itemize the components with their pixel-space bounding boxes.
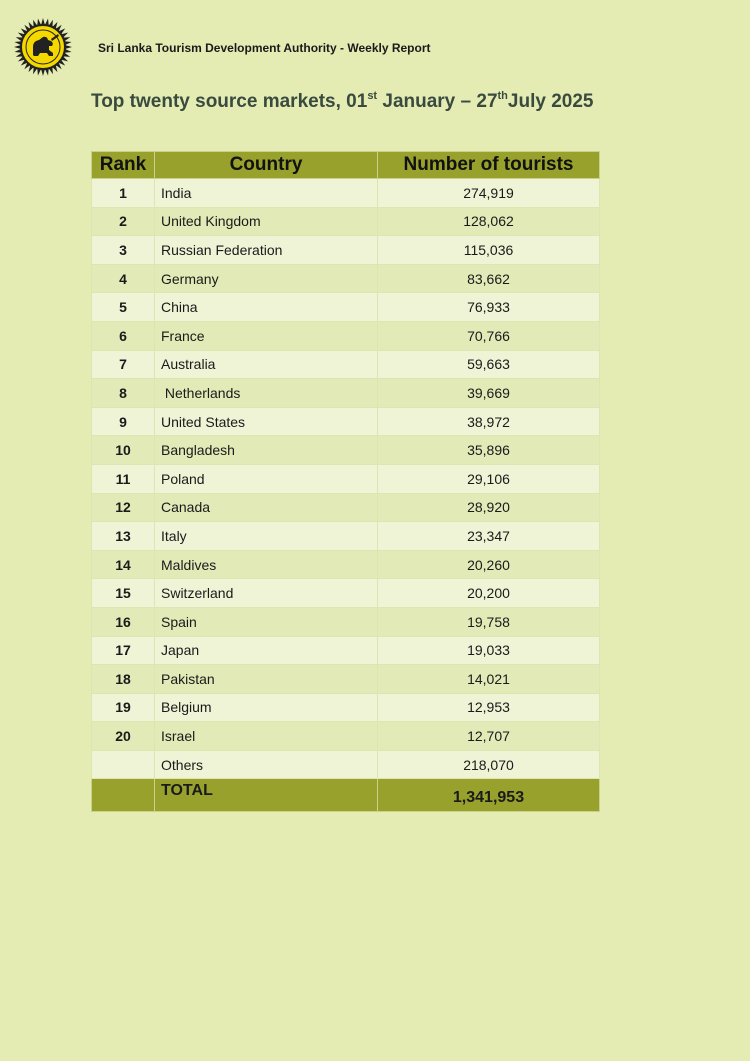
- tourists-cell: 59,663: [378, 350, 600, 379]
- rank-cell: 16: [92, 607, 155, 636]
- rank-cell: 1: [92, 179, 155, 208]
- organization-header: Sri Lanka Tourism Development Authority - Weekly Report: [98, 41, 431, 55]
- rank-cell: 20: [92, 722, 155, 751]
- table-row: [92, 264, 600, 293]
- table-row: [92, 293, 600, 322]
- tourists-cell: 38,972: [378, 407, 600, 436]
- tourists-cell: 83,662: [378, 264, 600, 293]
- total-label: TOTAL: [155, 779, 378, 812]
- rank-cell: 4: [92, 264, 155, 293]
- country-cell: Italy: [155, 522, 378, 551]
- table-row: [92, 550, 600, 579]
- country-cell: Others: [155, 750, 378, 779]
- country-cell: Pakistan: [155, 665, 378, 694]
- tourists-cell: 20,200: [378, 579, 600, 608]
- title-suffix: July 2025: [507, 91, 594, 112]
- rank-cell: 6: [92, 321, 155, 350]
- tourists-cell: 28,920: [378, 493, 600, 522]
- country-cell: Maldives: [155, 550, 378, 579]
- rank-cell: 10: [92, 436, 155, 465]
- header-country: Country: [155, 152, 378, 179]
- table-row: [92, 636, 600, 665]
- tourists-cell: 115,036: [378, 236, 600, 265]
- table-row: [92, 179, 600, 208]
- header-tourists: Number of tourists: [378, 152, 600, 179]
- rank-cell: 19: [92, 693, 155, 722]
- tourists-cell: 39,669: [378, 379, 600, 408]
- tourists-cell: 19,758: [378, 607, 600, 636]
- country-cell: Israel: [155, 722, 378, 751]
- table-row: [92, 665, 600, 694]
- country-cell: Russian Federation: [155, 236, 378, 265]
- tourists-cell: 35,896: [378, 436, 600, 465]
- title-prefix: Top twenty source markets, 01: [91, 91, 368, 112]
- table-row: [92, 379, 600, 408]
- country-cell: Australia: [155, 350, 378, 379]
- tourists-cell: 23,347: [378, 522, 600, 551]
- title-sup-1: st: [367, 89, 378, 102]
- tourists-cell: 70,766: [378, 321, 600, 350]
- lion-emblem-icon: [13, 17, 73, 77]
- tourists-cell: 12,707: [378, 722, 600, 751]
- total-value: 1,341,953: [378, 779, 600, 812]
- table-row: [92, 350, 600, 379]
- table-row: [92, 464, 600, 493]
- table-row: [92, 207, 600, 236]
- header-rank: Rank: [92, 152, 155, 179]
- table-row: [92, 321, 600, 350]
- country-cell: Switzerland: [155, 579, 378, 608]
- tourists-cell: 19,033: [378, 636, 600, 665]
- country-cell: United Kingdom: [155, 207, 378, 236]
- table-row: [92, 522, 600, 551]
- tourists-cell: 274,919: [378, 179, 600, 208]
- tourists-cell: 12,953: [378, 693, 600, 722]
- tourists-cell: 20,260: [378, 550, 600, 579]
- source-markets-table: [91, 151, 600, 812]
- country-cell: Netherlands: [155, 379, 378, 408]
- rank-cell: 12: [92, 493, 155, 522]
- table-row: [92, 493, 600, 522]
- country-cell: India: [155, 179, 378, 208]
- page-title: [91, 91, 593, 113]
- rank-cell: 3: [92, 236, 155, 265]
- tourists-cell: 218,070: [378, 750, 600, 779]
- country-cell: Poland: [155, 464, 378, 493]
- table-row: [92, 607, 600, 636]
- country-cell: France: [155, 321, 378, 350]
- total-row: [92, 779, 600, 812]
- total-rank-cell: [92, 779, 155, 812]
- rank-cell: 5: [92, 293, 155, 322]
- rank-cell: 9: [92, 407, 155, 436]
- table-row: [92, 236, 600, 265]
- rank-cell: 7: [92, 350, 155, 379]
- tourists-cell: 76,933: [378, 293, 600, 322]
- country-cell: Canada: [155, 493, 378, 522]
- rank-cell: 14: [92, 550, 155, 579]
- tourists-cell: 29,106: [378, 464, 600, 493]
- table-header-row: [92, 152, 600, 179]
- country-cell: Japan: [155, 636, 378, 665]
- table-row: [92, 407, 600, 436]
- title-middle: January – 27: [377, 91, 498, 112]
- table-row: [92, 750, 600, 779]
- tourists-cell: 128,062: [378, 207, 600, 236]
- rank-cell: 17: [92, 636, 155, 665]
- country-cell: Spain: [155, 607, 378, 636]
- country-cell: Germany: [155, 264, 378, 293]
- table-row: [92, 436, 600, 465]
- rank-cell: [92, 750, 155, 779]
- tourists-cell: 14,021: [378, 665, 600, 694]
- table-row: [92, 579, 600, 608]
- rank-cell: 15: [92, 579, 155, 608]
- country-cell: Belgium: [155, 693, 378, 722]
- rank-cell: 11: [92, 464, 155, 493]
- country-cell: China: [155, 293, 378, 322]
- rank-cell: 2: [92, 207, 155, 236]
- rank-cell: 18: [92, 665, 155, 694]
- country-cell: Bangladesh: [155, 436, 378, 465]
- rank-cell: 13: [92, 522, 155, 551]
- country-cell: United States: [155, 407, 378, 436]
- table-row: [92, 722, 600, 751]
- title-sup-2: th: [497, 89, 508, 102]
- table-row: [92, 693, 600, 722]
- rank-cell: 8: [92, 379, 155, 408]
